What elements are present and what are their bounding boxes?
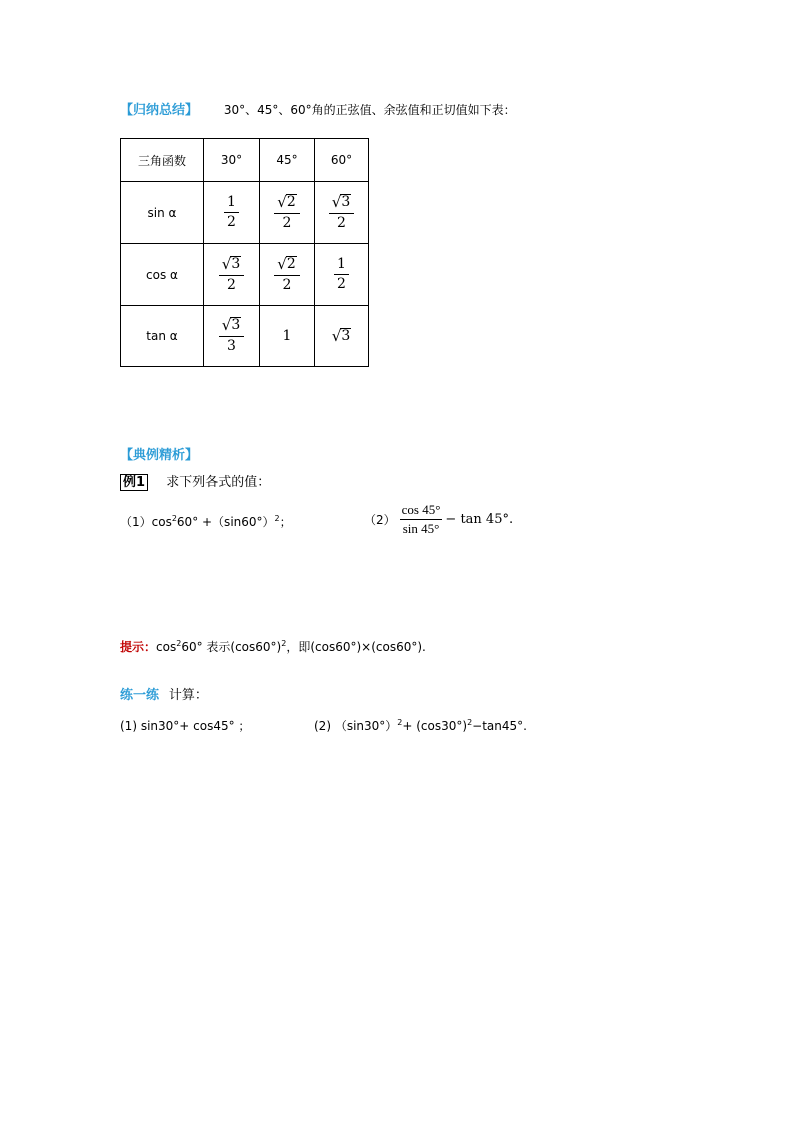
practice2-sup: 2 (397, 718, 403, 727)
fraction (274, 256, 299, 294)
value-cell (315, 182, 369, 244)
practice2-mid: + (cos30°) (402, 719, 468, 733)
radicand: 3 (341, 328, 351, 344)
practice-item-1: (1) sin30°+ cos45° ； (120, 719, 251, 733)
denominator: sin 45° (402, 521, 440, 536)
sqrt-symbol: √ 2 (277, 254, 296, 273)
denominator: 2 (337, 214, 346, 231)
practice-heading (120, 684, 208, 703)
example1-line (120, 471, 270, 491)
fraction (219, 317, 244, 355)
practice2-sup2: 2 (467, 718, 473, 727)
trig-values-table (120, 138, 369, 367)
denominator: 2 (282, 276, 292, 293)
hint-mid: 60° 表示(cos60°) (181, 640, 282, 654)
item1-sup2: 2 (274, 514, 280, 523)
radicand: 3 (231, 255, 241, 272)
denominator: 2 (227, 214, 236, 230)
sqrt-symbol: √ 3 (221, 316, 241, 334)
row-label: cos α (121, 244, 204, 306)
sqrt-symbol: √ 2 (277, 192, 296, 211)
row-label: tan α (121, 306, 204, 367)
value-cell (260, 182, 315, 244)
header-cell: 30° (204, 139, 260, 182)
plain-value: 1 (282, 328, 292, 344)
denominator: 3 (227, 338, 236, 354)
example-item-2 (364, 502, 513, 537)
item2-prefix: （2） (364, 513, 396, 527)
table-row-tan (121, 306, 369, 367)
numerator: cos 45° (400, 502, 443, 520)
radicand: 2 (286, 193, 296, 210)
value-cell (204, 306, 260, 367)
practice-label: 练一练 (120, 688, 160, 703)
row-label: sin α (121, 182, 204, 244)
hint-pre: cos (156, 640, 177, 654)
header-cell: 60° (315, 139, 369, 182)
practice2-pre: (2) （sin30°） (314, 719, 398, 733)
fraction (329, 194, 354, 232)
practice2-end: −tan45°. (472, 719, 527, 733)
denominator: 2 (337, 276, 346, 292)
value-cell (260, 244, 315, 306)
table-header-row (121, 139, 369, 182)
sqrt-symbol: √ 3 (331, 192, 351, 211)
numerator: 1 (224, 194, 239, 213)
summary-tag: 【归纳总结】 (120, 103, 199, 118)
hint-sup2: 2 (281, 639, 287, 648)
practice-title: 计算： (168, 688, 208, 703)
radicand: 3 (231, 317, 241, 333)
value-cell (204, 244, 260, 306)
hint-label: 提示： (120, 640, 157, 654)
radicand: 2 (286, 255, 296, 272)
example-label: 例1 (120, 474, 148, 491)
fraction (334, 256, 349, 293)
item1-prefix: （1）cos (120, 515, 172, 529)
value-cell (260, 306, 315, 367)
hint-end: ，即(cos60°)×(cos60°). (286, 640, 426, 654)
hint-sup: 2 (176, 639, 182, 648)
fraction (274, 194, 299, 232)
examples-tag: 【典例精析】 (120, 448, 199, 463)
fraction (224, 194, 239, 231)
fraction (219, 256, 244, 294)
practice-item-2 (314, 717, 527, 734)
item1-sup: 2 (171, 514, 177, 523)
example-prompt: 求下列各式的值： (166, 475, 271, 490)
example-item-1 (120, 513, 292, 530)
value-cell (204, 182, 260, 244)
table-row-cos (121, 244, 369, 306)
summary-text: 30°、45°、60°角的正弦值、余弦值和正切值如下表： (223, 103, 516, 117)
numerator: 1 (334, 256, 349, 275)
summary-line (120, 99, 516, 118)
hint-line (120, 638, 426, 655)
item1-end: ； (279, 515, 292, 529)
denominator: 2 (282, 214, 292, 231)
item2-rest: − tan 45°. (445, 512, 514, 527)
value-cell (315, 244, 369, 306)
sqrt-symbol: √ 3 (331, 327, 351, 345)
item1-mid: 60° +（sin60°） (176, 515, 275, 529)
sqrt-symbol: √ 3 (221, 254, 241, 273)
header-cell: 三角函数 (121, 139, 204, 182)
radicand: 3 (341, 193, 351, 210)
table-row-sin (121, 182, 369, 244)
denominator: 2 (227, 276, 236, 293)
header-cell: 45° (260, 139, 315, 182)
fraction (400, 502, 443, 537)
value-cell (315, 306, 369, 367)
